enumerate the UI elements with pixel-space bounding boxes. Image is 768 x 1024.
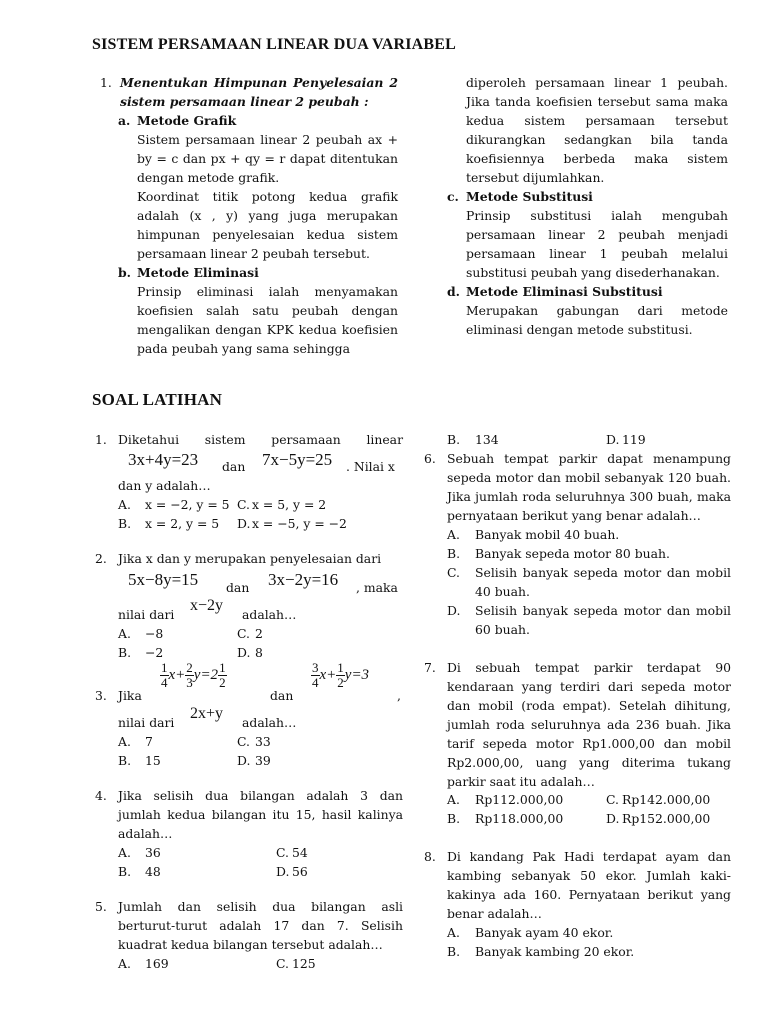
q3-number: 3. [95,688,107,703]
q2-equation-1: 5x−8y=15 [128,570,199,589]
q7-text: Di sebuah tempat parkir terdapat 90 kendaraan yang terdiri dari sepeda motor dan mobil (roda empat). Setelah dihitung, jumlah roda seluruhnya ada 236 buah. Jika tarif sepeda motor Rp1.000,00 dan mobil Rp2.000,00, uang yang diterima tukang parkir saat itu adalah… [447,660,731,789]
q6-option-c[interactable]: Selisih banyak sepeda motor dan mobil 40 buah. [475,565,731,599]
q8-text: Di kandang Pak Hadi terdapat ayam dan kambing sebanyak 50 ekor. Jumlah kaki-kakinya ada 160. Pernyataan berikut yang benar adalah… [447,849,731,921]
q4-option-b[interactable]: 48 [145,864,161,879]
q3-option-c-label[interactable]: C. [237,734,250,749]
q8-number: 8. [424,849,436,864]
q5-text: Jumlah dan selisih dua bilangan asli berturut-turut adalah 17 dan 7. Selisih kuadrat kedua bilangan tersebut adalah… [118,899,403,952]
exercise-heading: SOAL LATIHAN [92,390,223,409]
page-title: SISTEM PERSAMAAN LINEAR DUA VARIABEL [92,36,457,53]
q6-option-b-label[interactable]: B. [447,546,461,561]
theory-item-number: 1. [100,75,112,90]
q3-option-a[interactable]: 7 [145,734,153,749]
q1-tail: . Nilai x [346,459,395,474]
q2-option-c[interactable]: 2 [255,626,263,641]
method-b-paragraph-continued: diperoleh persamaan linear 1 peubah. Jika tanda koefisien tersebut sama maka kedua sistem persamaan tersebut dikurangkan sedangkan bila tanda koefisiennya berbeda maka sistem tersebut dijumlahkan. [466,75,728,185]
q2-option-d-label[interactable]: D. [237,645,251,660]
method-a-paragraph-2: Koordinat titik potong kedua grafik adalah (x , y) yang juga merupakan himpunan penyelesaian kedua sistem persamaan linear 2 peubah tersebut. [137,189,398,261]
q5-option-b[interactable]: 134 [475,432,499,447]
q3-line3-b: adalah… [242,715,297,730]
q2-option-b-label[interactable]: B. [118,645,132,660]
q6-option-a[interactable]: Banyak mobil 40 buah. [475,527,620,542]
q3-option-d[interactable]: 39 [255,753,271,768]
q5-number: 5. [95,899,107,914]
q3-option-c[interactable]: 33 [255,734,271,749]
method-c-label: c. [447,189,459,204]
q6-option-c-label[interactable]: C. [447,565,460,580]
q4-number: 4. [95,788,107,803]
q6-option-d[interactable]: Selisih banyak sepeda motor dan mobil 60 buah. [475,603,731,637]
q4-option-a-label[interactable]: A. [118,845,131,860]
q7-option-b-label[interactable]: B. [447,811,461,826]
q7-option-d-label[interactable]: D. [606,811,620,826]
q2-number: 2. [95,551,107,566]
method-a-title: Metode Grafik [137,113,237,128]
q5-option-d[interactable]: 119 [622,432,646,447]
q2-dan: dan [226,580,250,595]
q3-option-b-label[interactable]: B. [118,753,132,768]
q8-option-a-label[interactable]: A. [447,925,460,940]
q7-option-c-label[interactable]: C. [606,792,619,807]
q3-line3-a: nilai dari [118,715,175,730]
q2-line3-b: adalah… [242,607,297,622]
q6-option-b[interactable]: Banyak sepeda motor 80 buah. [475,546,670,561]
q7-option-b[interactable]: Rp118.000,00 [475,811,564,826]
method-a-paragraph-1: Sistem persamaan linear 2 peubah ax + by = c dan px + qy = r dapat ditentukan dengan metode grafik. [137,132,398,185]
q7-option-a[interactable]: Rp112.000,00 [475,792,564,807]
q8-option-b-label[interactable]: B. [447,944,461,959]
q1-number: 1. [95,432,107,447]
method-b-title: Metode Eliminasi [137,265,259,280]
q2-tail: , maka [356,580,398,595]
method-d-label: d. [447,284,460,299]
q1-option-c[interactable]: x = 5, y = 2 [252,497,327,512]
q2-option-b[interactable]: −2 [145,645,164,660]
q2-expression: x−2y [190,597,224,614]
q5-option-a[interactable]: 169 [145,956,169,971]
q3-dan: dan [270,688,294,703]
q7-option-c[interactable]: Rp142.000,00 [622,792,711,807]
q4-text: Jika selisih dua bilangan adalah 3 dan jumlah kedua bilangan itu 15, hasil kalinya adalah… [118,788,403,841]
q1-line3: dan y adalah… [118,478,211,493]
q5-option-d-label[interactable]: D. [606,432,620,447]
q2-option-c-label[interactable]: C. [237,626,250,641]
q7-option-d[interactable]: Rp152.000,00 [622,811,711,826]
q5-option-c-label[interactable]: C. [276,956,289,971]
q2-option-a-label[interactable]: A. [118,626,131,641]
q1-equation-2: 7x−5y=25 [262,450,333,469]
method-b-paragraph: Prinsip eliminasi ialah menyamakan koefisien salah satu peubah dengan mengalikan dengan KPK kedua koefisien pada peubah yang sama sehingga [137,284,398,356]
q2-option-d[interactable]: 8 [255,645,263,660]
q4-option-d-label[interactable]: D. [276,864,290,879]
q5-option-c[interactable]: 125 [292,956,316,971]
q2-equation-2: 3x−2y=16 [268,570,339,589]
q7-option-a-label[interactable]: A. [447,792,460,807]
q1-text: Diketahui sistem persamaan linear [118,432,403,447]
method-b-label: b. [118,265,131,280]
q3-equation-2: $\frac{3}{4}$ x+ $\frac{1}{2}$ y=3 [312,660,370,690]
q3-option-b[interactable]: 15 [145,753,161,768]
q1-option-b[interactable]: x = 2, y = 5 [145,516,220,531]
q4-option-c-label[interactable]: C. [276,845,289,860]
q7-number: 7. [424,660,436,675]
q4-option-c[interactable]: 54 [292,845,308,860]
q4-option-d[interactable]: 56 [292,864,308,879]
method-d-paragraph: Merupakan gabungan dari metode eliminasi dengan metode substitusi. [466,303,728,337]
q6-text: Sebuah tempat parkir dapat menampung sepeda motor dan mobil sebanyak 120 buah. Jika jumlah roda seluruhnya 300 buah, maka pernyataan berikut yang benar adalah… [447,451,731,523]
q3-option-d-label[interactable]: D. [237,753,251,768]
q3-option-a-label[interactable]: A. [118,734,131,749]
q1-equation-1: 3x+4y=23 [128,450,199,469]
q2-line3-a: nilai dari [118,607,175,622]
q3-comma: , [397,688,401,703]
q4-option-a[interactable]: 36 [145,845,161,860]
theory-item-title: Menentukan Himpunan Penyelesaian 2 sistem persamaan linear 2 peubah : [120,75,398,109]
q1-option-d-label[interactable]: D. [237,516,251,531]
q8-option-b[interactable]: Banyak kambing 20 ekor. [475,944,635,959]
q6-number: 6. [424,451,436,466]
q1-option-d[interactable]: x = −5, y = −2 [252,516,347,531]
q2-option-a[interactable]: −8 [145,626,164,641]
method-d-title: Metode Eliminasi Substitusi [466,284,663,299]
q3-expression: 2x+y [190,705,224,722]
q1-option-c-label[interactable]: C. [237,497,250,512]
q8-option-a[interactable]: Banyak ayam 40 ekor. [475,925,614,940]
q6-option-a-label[interactable]: A. [447,527,460,542]
q5-option-b-label[interactable]: B. [447,432,461,447]
q5-option-a-label[interactable]: A. [118,956,131,971]
q1-dan: dan [222,459,246,474]
method-c-paragraph: Prinsip substitusi ialah mengubah persamaan linear 2 peubah menjadi persamaan linear 1 peubah melalui substitusi peubah yang disederhanakan. [466,208,728,280]
q1-option-b-label[interactable]: B. [118,516,132,531]
q2-text: Jika x dan y merupakan penyelesaian dari [118,551,382,566]
q3-equation-1: $\frac{1}{4}$ x+ $\frac{2}{3}$ y=2 $\frac{1}{2}$ [161,660,226,690]
q3-jika: Jika [118,688,142,703]
q6-option-d-label[interactable]: D. [447,603,461,618]
q1-option-a-label[interactable]: A. [118,497,131,512]
q1-option-a[interactable]: x = −2, y = 5 [145,497,230,512]
method-a-label: a. [118,113,131,128]
q4-option-b-label[interactable]: B. [118,864,132,879]
method-c-title: Metode Substitusi [466,189,593,204]
